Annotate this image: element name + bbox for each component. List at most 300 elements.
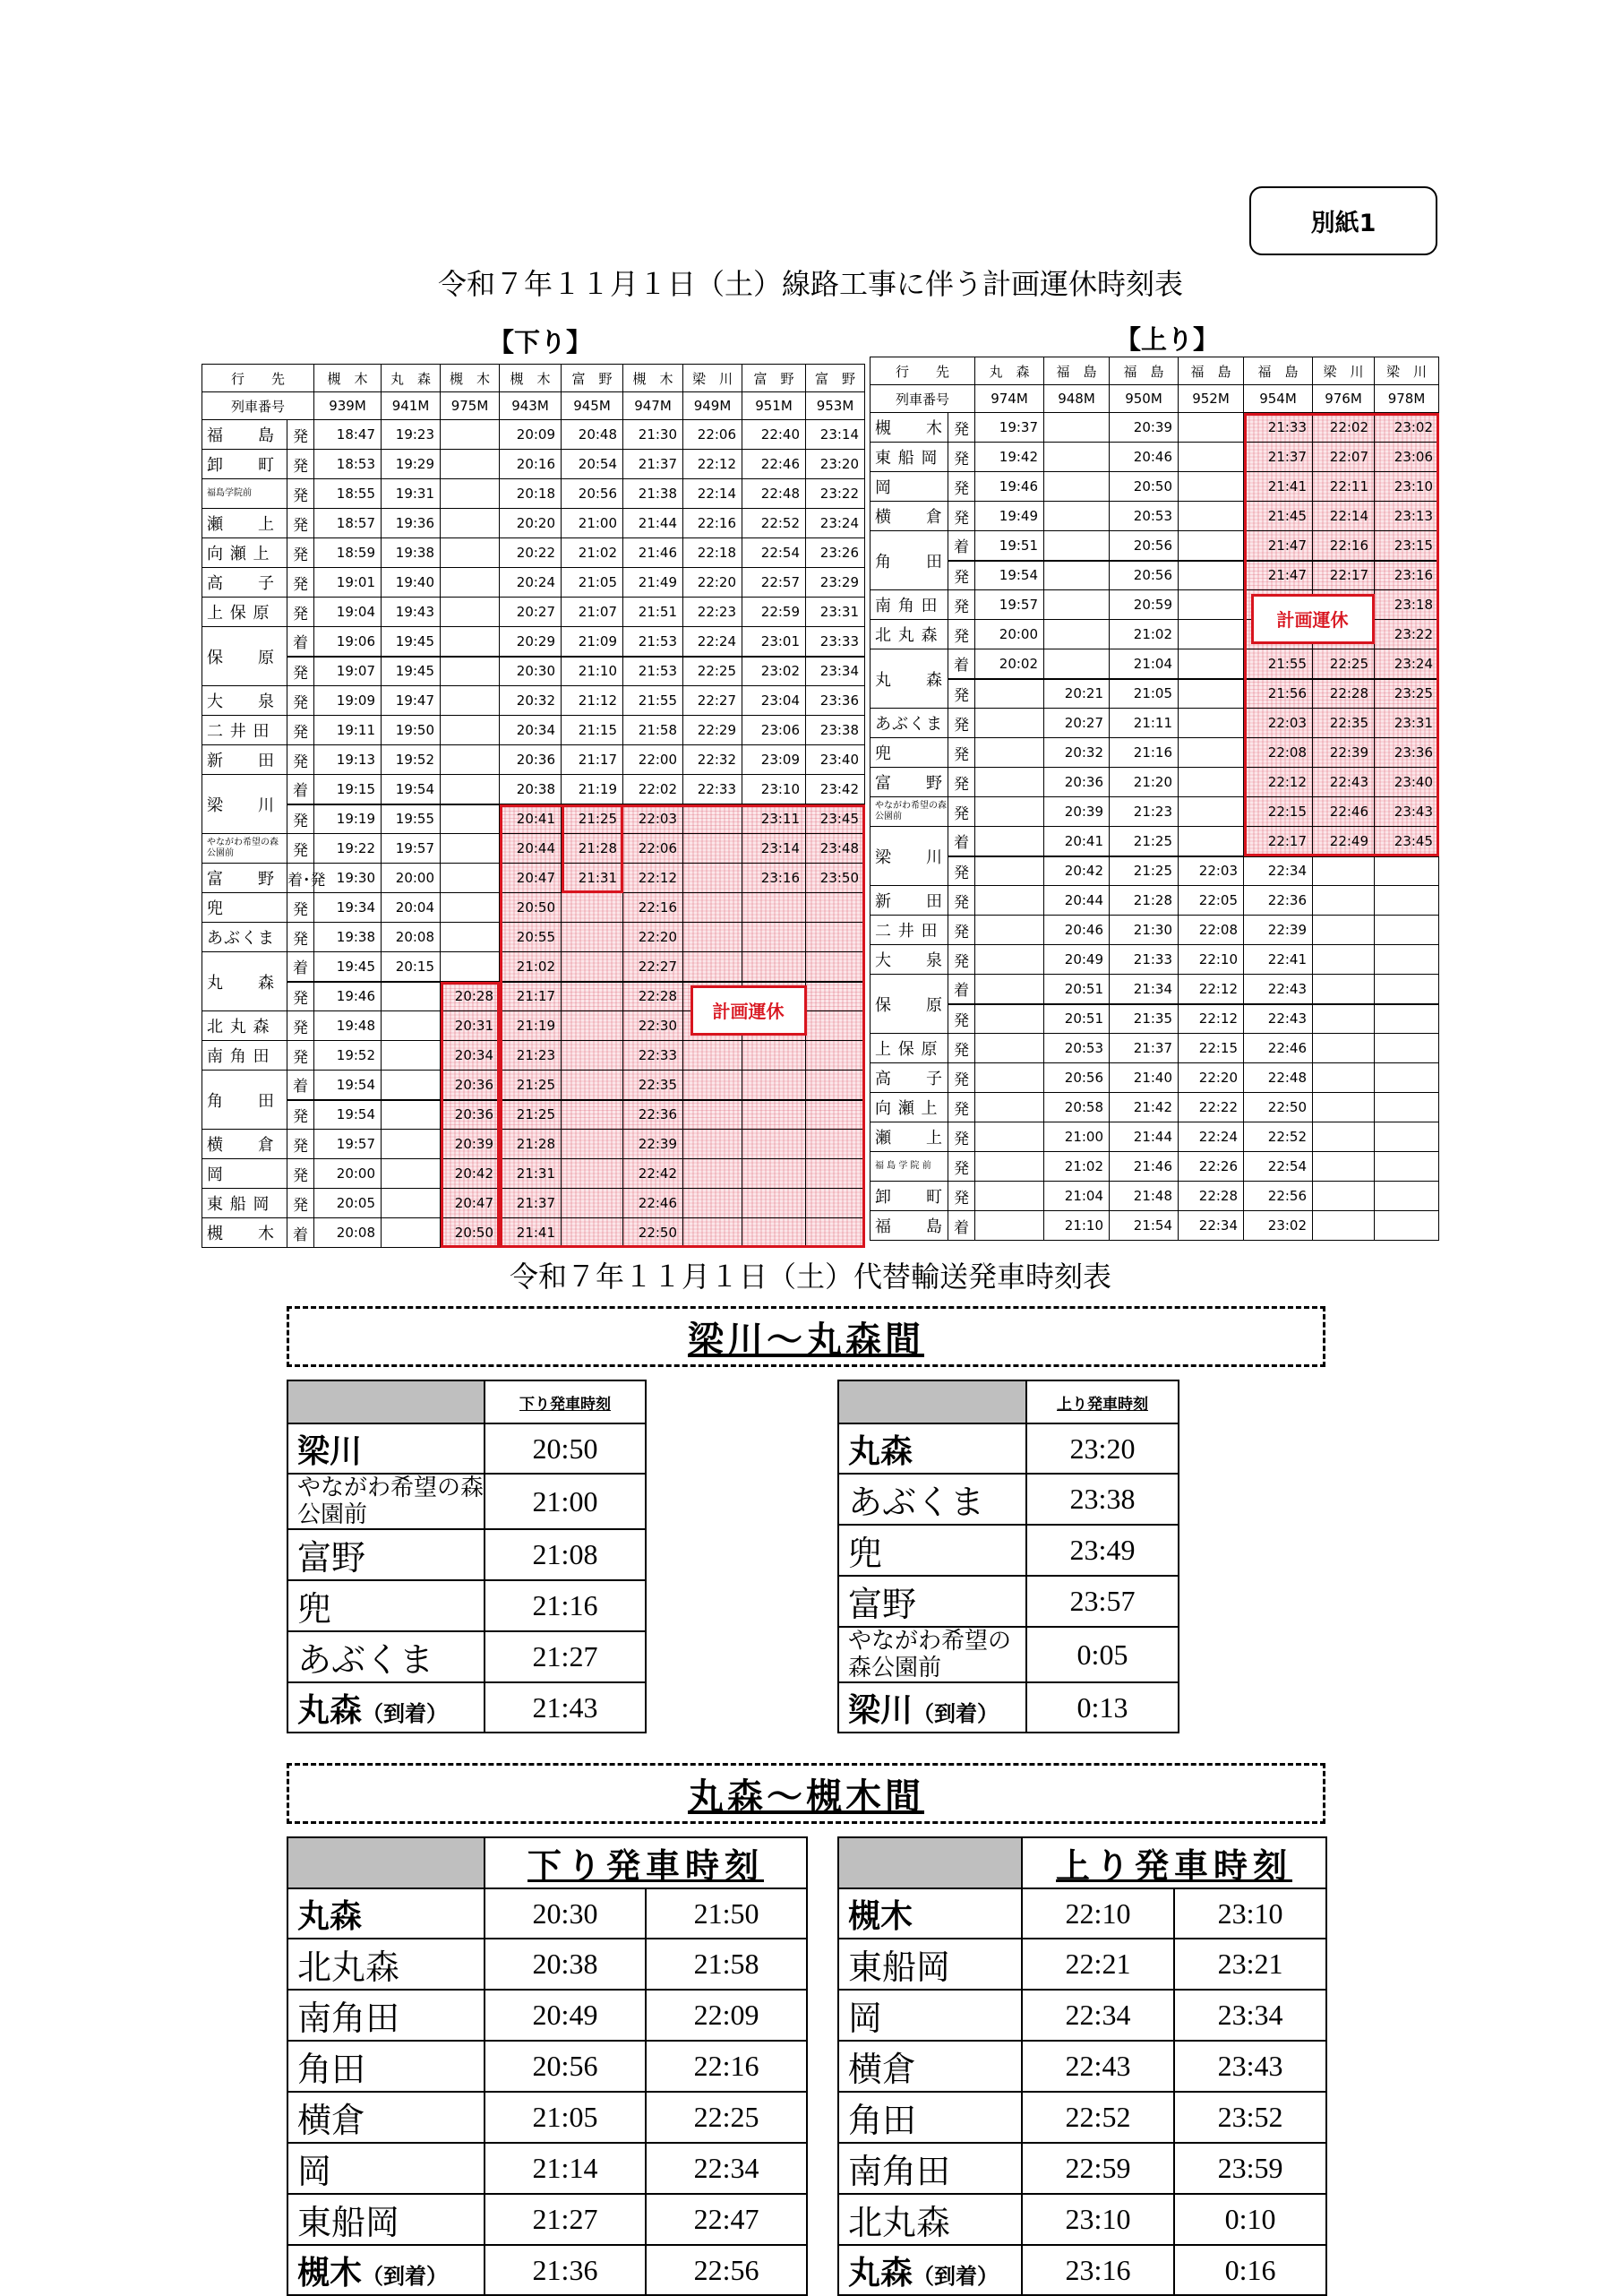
train-number-row [202, 392, 865, 420]
time-cell: 20:31 [441, 1011, 500, 1041]
time-cell: 19:42 [975, 443, 1044, 472]
header-blank [287, 1380, 485, 1423]
time-cell: 20:36 [1044, 768, 1110, 797]
time-cell: 20:29 [500, 627, 562, 657]
time-cell: 20:50 [1110, 472, 1179, 502]
time-cell: 20:51 [1044, 1004, 1110, 1034]
arr-dep-mark: 発 [948, 443, 975, 472]
arr-dep-mark: 着･発 [287, 864, 314, 893]
time-cell [975, 797, 1044, 827]
arrival-suffix: （到着） [362, 1700, 449, 1726]
time-cell [1313, 916, 1375, 945]
arr-dep-mark: 発 [948, 620, 975, 649]
timetable-row [871, 1211, 1439, 1241]
time-cell [975, 1034, 1044, 1063]
stop-name-text: 横倉 [848, 2051, 917, 2089]
bus-stop-row [287, 1939, 807, 1990]
bus-stop-name [838, 2041, 1022, 2092]
time-cell: 22:08 [1244, 738, 1313, 768]
arr-dep-mark: 発 [287, 568, 314, 598]
arr-dep-mark: 発 [948, 1152, 975, 1182]
station-name: 槻 木 [871, 413, 948, 443]
time-cell: 20:46 [1044, 916, 1110, 945]
time-cell: 19:30 [314, 864, 382, 893]
arr-dep-mark: 着 [287, 775, 314, 804]
departure-time: 22:47 [646, 2194, 807, 2245]
time-cell [382, 1041, 441, 1071]
stop-name-text: 岡 [848, 2000, 883, 2038]
bus-header-row [287, 1837, 807, 1888]
arr-dep-mark: 発 [287, 1159, 314, 1189]
time-cell: 22:50 [623, 1218, 683, 1248]
time-cell: 20:27 [500, 598, 562, 627]
time-cell: 22:27 [683, 686, 742, 716]
departure-time: 23:57 [1026, 1576, 1179, 1627]
station-name: 向 瀬 上 [202, 538, 287, 568]
time-cell: 23:36 [806, 686, 865, 716]
bus-down-table-marumori-tsukinoki [287, 1836, 808, 2296]
time-cell: 21:41 [1244, 472, 1313, 502]
timetable-title: 令和７年１１月１日（土）線路工事に伴う計画運休時刻表 [437, 267, 1183, 301]
time-cell: 22:12 [1244, 768, 1313, 797]
timetable-row [202, 716, 865, 745]
bus-stop-row [287, 1529, 646, 1580]
time-cell: 20:50 [441, 1218, 500, 1248]
time-cell: 22:23 [683, 598, 742, 627]
time-cell [1179, 531, 1244, 561]
stop-name-text: 富野 [848, 1587, 917, 1624]
time-cell: 19:13 [314, 745, 382, 775]
departure-time: 21:36 [485, 2245, 646, 2295]
time-cell: 21:31 [562, 864, 623, 893]
timetable-row [202, 1100, 865, 1130]
time-cell: 22:46 [1244, 1034, 1313, 1063]
destination-row [871, 357, 1439, 385]
stop-name-text: 丸森 [848, 2254, 913, 2292]
time-cell: 22:20 [683, 568, 742, 598]
time-cell: 23:06 [742, 716, 806, 745]
time-cell: 21:53 [623, 657, 683, 686]
time-cell: 20:09 [500, 420, 562, 450]
time-cell: 22:46 [1313, 797, 1375, 827]
section-header-yanagawa-marumori [287, 1306, 1325, 1367]
time-cell: 22:03 [623, 804, 683, 834]
time-cell: 20:30 [500, 657, 562, 686]
timetable-row [871, 945, 1439, 975]
time-cell: 19:15 [314, 775, 382, 804]
time-cell: 21:16 [1110, 738, 1179, 768]
stop-name-text: 槻木 [848, 1897, 913, 1935]
time-cell: 23:16 [1375, 561, 1439, 590]
arr-dep-mark: 発 [948, 768, 975, 797]
stop-name-text: 梁川 [297, 1432, 363, 1470]
time-cell: 23:10 [742, 775, 806, 804]
stop-name-text: 北丸森 [848, 2205, 951, 2242]
station-name: 丸 森 [871, 649, 948, 709]
section-title: 丸森～槻木間 [688, 1775, 924, 1818]
time-cell: 22:41 [1244, 945, 1313, 975]
departure-time: 22:21 [1022, 1939, 1174, 1990]
time-cell: 22:35 [1313, 709, 1375, 738]
timetable-row [202, 657, 865, 686]
time-cell [441, 893, 500, 923]
time-cell: 19:54 [314, 1071, 382, 1100]
time-cell: 21:51 [623, 598, 683, 627]
time-cell: 20:42 [1044, 856, 1110, 886]
time-cell: 21:17 [562, 745, 623, 775]
stop-name-text: 南角田 [848, 2154, 951, 2191]
time-cell: 21:20 [1110, 768, 1179, 797]
arr-dep-mark: 発 [287, 479, 314, 509]
time-cell: 20:00 [314, 1159, 382, 1189]
timetable-row [871, 1063, 1439, 1093]
time-cell: 22:15 [1179, 1034, 1244, 1063]
station-name: 東 船 岡 [871, 443, 948, 472]
time-cell: 22:33 [683, 775, 742, 804]
station-name: 角 田 [202, 1071, 287, 1130]
time-cell: 21:44 [1110, 1122, 1179, 1152]
time-cell [683, 893, 742, 923]
time-cell: 20:00 [382, 864, 441, 893]
bus-stop-row [838, 1888, 1326, 1939]
time-cell: 22:39 [1244, 916, 1313, 945]
bus-stop-row [838, 1939, 1326, 1990]
time-cell: 22:16 [1313, 531, 1375, 561]
time-cell [1179, 413, 1244, 443]
bus-stop-row [838, 1990, 1326, 2041]
time-cell [1179, 797, 1244, 827]
time-cell [441, 598, 500, 627]
time-cell: 20:08 [314, 1218, 382, 1248]
time-cell: 20:39 [441, 1130, 500, 1159]
timetable-row [202, 1071, 865, 1100]
time-cell: 23:02 [1375, 413, 1439, 443]
time-cell: 23:20 [806, 450, 865, 479]
time-cell: 21:05 [562, 568, 623, 598]
time-cell: 21:30 [1110, 916, 1179, 945]
time-cell: 21:00 [562, 509, 623, 538]
time-cell: 20:54 [562, 450, 623, 479]
time-cell [562, 982, 623, 1011]
destination-header: 行 先 [871, 357, 975, 385]
timetable-row [871, 472, 1439, 502]
time-cell: 23:24 [806, 509, 865, 538]
time-cell [975, 827, 1044, 856]
arr-dep-mark: 発 [287, 509, 314, 538]
destination-header: 行 先 [202, 365, 314, 392]
time-cell: 22:12 [1179, 1004, 1244, 1034]
time-cell: 19:36 [382, 509, 441, 538]
time-cell: 21:25 [562, 804, 623, 834]
arr-dep-mark: 着 [287, 1071, 314, 1100]
departure-time: 20:30 [485, 1888, 646, 1939]
time-cell [975, 768, 1044, 797]
time-cell [382, 1130, 441, 1159]
departure-time: 22:43 [1022, 2041, 1174, 2092]
time-cell: 22:54 [742, 538, 806, 568]
time-cell: 22:42 [623, 1159, 683, 1189]
down-direction-label: 【下り】 [488, 327, 593, 357]
time-cell [441, 450, 500, 479]
time-cell [1179, 620, 1244, 649]
bus-stop-name [287, 1423, 485, 1474]
destination-cell: 梁 川 [683, 365, 742, 392]
time-cell: 22:34 [1179, 1211, 1244, 1241]
station-name: 梁 川 [871, 827, 948, 886]
time-cell: 20:20 [500, 509, 562, 538]
bus-stop-name [838, 1888, 1022, 1939]
header-blank [287, 1837, 485, 1888]
time-cell [683, 834, 742, 864]
time-cell: 21:02 [1044, 1152, 1110, 1182]
time-cell [1375, 856, 1439, 886]
departure-time: 21:05 [485, 2092, 646, 2143]
time-cell [1179, 827, 1244, 856]
station-name: 上 保 原 [871, 1034, 948, 1063]
train-number-cell: 948M [1044, 385, 1110, 413]
station-name: 岡 [202, 1159, 287, 1189]
departure-time: 23:21 [1174, 1939, 1326, 1990]
timetable-row [202, 568, 865, 598]
time-cell: 21:25 [1110, 827, 1179, 856]
timetable-row [871, 649, 1439, 679]
time-cell: 21:17 [500, 982, 562, 1011]
arr-dep-mark: 発 [287, 657, 314, 686]
time-cell [975, 1093, 1044, 1122]
time-cell: 20:53 [1044, 1034, 1110, 1063]
departure-time: 21:00 [485, 1474, 646, 1529]
time-cell: 20:46 [1110, 443, 1179, 472]
arr-dep-mark: 発 [948, 886, 975, 916]
time-cell [562, 952, 623, 982]
time-cell: 22:17 [1313, 561, 1375, 590]
time-cell: 23:09 [742, 745, 806, 775]
bus-stop-row [838, 1423, 1179, 1474]
station-name: 南 角 田 [202, 1041, 287, 1071]
destination-cell: 福 島 [1110, 357, 1179, 385]
timetable-row [202, 952, 865, 982]
destination-cell: 槻 木 [500, 365, 562, 392]
bus-stop-name [287, 2143, 485, 2194]
time-cell: 21:04 [1110, 649, 1179, 679]
timetable-row [202, 775, 865, 804]
bus-stop-name [838, 1474, 1026, 1525]
time-cell [742, 1159, 806, 1189]
time-cell: 19:45 [382, 657, 441, 686]
time-cell: 22:52 [1244, 1122, 1313, 1152]
departure-time: 21:27 [485, 2194, 646, 2245]
time-cell [441, 716, 500, 745]
time-cell: 22:46 [623, 1189, 683, 1218]
arr-dep-mark: 発 [287, 686, 314, 716]
time-cell: 19:54 [314, 1100, 382, 1130]
bus-stop-name [838, 1990, 1022, 2041]
time-cell: 21:23 [1110, 797, 1179, 827]
time-cell [1179, 443, 1244, 472]
station-name: 保 原 [871, 975, 948, 1034]
station-name: 槻 木 [202, 1218, 287, 1248]
departure-time: 20:50 [485, 1423, 646, 1474]
time-cell: 21:37 [1110, 1034, 1179, 1063]
bus-stop-name [287, 1990, 485, 2041]
time-cell: 20:38 [500, 775, 562, 804]
station-name: 南 角 田 [871, 590, 948, 620]
time-cell: 21:28 [500, 1130, 562, 1159]
time-cell: 21:40 [1110, 1063, 1179, 1093]
time-cell: 20:50 [500, 893, 562, 923]
departure-time: 23:59 [1174, 2143, 1326, 2194]
time-cell [1313, 886, 1375, 916]
time-cell [562, 1130, 623, 1159]
stop-name-text: 北丸森 [297, 1949, 400, 1987]
time-cell [441, 538, 500, 568]
arr-dep-mark: 発 [287, 420, 314, 450]
time-cell [806, 1041, 865, 1071]
train-number-cell: 950M [1110, 385, 1179, 413]
arr-dep-mark: 発 [948, 797, 975, 827]
time-cell: 23:31 [806, 598, 865, 627]
time-cell: 22:29 [683, 716, 742, 745]
time-cell: 19:46 [975, 472, 1044, 502]
departure-time: 23:49 [1026, 1525, 1179, 1576]
time-cell: 23:42 [806, 775, 865, 804]
time-cell [1375, 1122, 1439, 1152]
time-cell: 21:23 [500, 1041, 562, 1071]
station-name: 保 原 [202, 627, 287, 686]
time-cell: 22:59 [742, 598, 806, 627]
time-cell [1313, 1152, 1375, 1182]
time-cell: 22:43 [1313, 768, 1375, 797]
time-cell: 20:21 [1044, 679, 1110, 709]
timetable-row [871, 1182, 1439, 1211]
time-cell: 21:34 [1110, 975, 1179, 1004]
time-cell [975, 679, 1044, 709]
bus-stop-name [287, 2092, 485, 2143]
time-cell [1313, 1063, 1375, 1093]
time-cell: 19:04 [314, 598, 382, 627]
time-cell: 21:25 [500, 1071, 562, 1100]
station-name: 角 田 [871, 531, 948, 590]
departure-time: 20:49 [485, 1990, 646, 2041]
station-name: あぶくま [871, 709, 948, 738]
time-cell: 20:49 [1044, 945, 1110, 975]
attachment-label: 別紙1 [1249, 186, 1437, 255]
arr-dep-mark: 発 [287, 450, 314, 479]
arr-dep-mark: 発 [948, 1093, 975, 1122]
time-cell: 20:47 [441, 1189, 500, 1218]
time-cell [683, 1130, 742, 1159]
time-cell: 23:34 [806, 657, 865, 686]
bus-stop-name [287, 1888, 485, 1939]
bus-stop-row [838, 1627, 1179, 1682]
time-cell: 22:12 [683, 450, 742, 479]
arr-dep-mark: 発 [287, 598, 314, 627]
arr-dep-mark: 発 [948, 1004, 975, 1034]
time-cell: 22:36 [623, 1100, 683, 1130]
time-cell: 22:26 [1179, 1152, 1244, 1182]
time-cell: 20:32 [1044, 738, 1110, 768]
time-cell: 21:46 [623, 538, 683, 568]
time-cell: 20:02 [975, 649, 1044, 679]
time-cell [1313, 1004, 1375, 1034]
time-cell: 21:25 [500, 1100, 562, 1130]
time-cell: 20:56 [1110, 531, 1179, 561]
departure-time: 22:34 [1022, 1990, 1174, 2041]
bus-stop-name [838, 1576, 1026, 1627]
time-cell: 21:44 [623, 509, 683, 538]
time-cell [441, 804, 500, 834]
time-cell [975, 856, 1044, 886]
time-cell [1375, 916, 1439, 945]
section-title: 梁川～丸森間 [688, 1318, 924, 1361]
time-cell: 20:36 [441, 1071, 500, 1100]
time-cell: 21:11 [1110, 709, 1179, 738]
train-number-cell: 978M [1375, 385, 1439, 413]
time-cell: 19:38 [382, 538, 441, 568]
time-cell [1375, 975, 1439, 1004]
time-cell [683, 1041, 742, 1071]
time-cell: 23:10 [1375, 472, 1439, 502]
stop-name-text: やながわ希望の森公園前 [297, 1475, 485, 1527]
time-cell: 21:19 [500, 1011, 562, 1041]
time-cell [441, 479, 500, 509]
bus-stop-row [838, 1682, 1179, 1733]
time-cell [1044, 590, 1110, 620]
time-cell: 21:47 [1244, 531, 1313, 561]
arr-dep-mark: 発 [948, 945, 975, 975]
time-cell: 22:43 [1244, 975, 1313, 1004]
time-cell: 19:54 [975, 561, 1044, 590]
time-cell: 22:39 [623, 1130, 683, 1159]
time-cell: 22:54 [1244, 1152, 1313, 1182]
time-cell: 22:18 [683, 538, 742, 568]
time-cell [441, 775, 500, 804]
time-cell [441, 657, 500, 686]
time-cell: 22:03 [1179, 856, 1244, 886]
time-cell: 20:48 [562, 420, 623, 450]
time-cell: 21:09 [562, 627, 623, 657]
time-cell: 22:57 [742, 568, 806, 598]
time-cell [1375, 1034, 1439, 1063]
time-cell [441, 509, 500, 538]
time-cell: 19:19 [314, 804, 382, 834]
time-cell [1375, 945, 1439, 975]
station-name: あぶくま [202, 923, 287, 952]
station-name: 瀬 上 [202, 509, 287, 538]
time-cell: 19:29 [382, 450, 441, 479]
time-cell [1179, 709, 1244, 738]
time-cell: 21:45 [1244, 502, 1313, 531]
station-name: 岡 [871, 472, 948, 502]
header-blank [838, 1837, 1022, 1888]
time-cell [683, 1159, 742, 1189]
time-cell: 19:22 [314, 834, 382, 864]
time-cell: 23:24 [1375, 649, 1439, 679]
time-cell: 19:49 [975, 502, 1044, 531]
train-number-cell: 951M [742, 392, 806, 420]
timetable-row [202, 1189, 865, 1218]
arr-dep-mark: 発 [287, 1100, 314, 1130]
stop-name-text: あぶくま [297, 1642, 434, 1680]
time-cell: 18:47 [314, 420, 382, 450]
time-cell: 19:06 [314, 627, 382, 657]
time-cell [742, 1100, 806, 1130]
header-blank [838, 1380, 1026, 1423]
time-cell: 21:41 [500, 1218, 562, 1248]
time-cell [382, 1218, 441, 1248]
time-cell: 22:25 [683, 657, 742, 686]
timetable-row [871, 709, 1439, 738]
